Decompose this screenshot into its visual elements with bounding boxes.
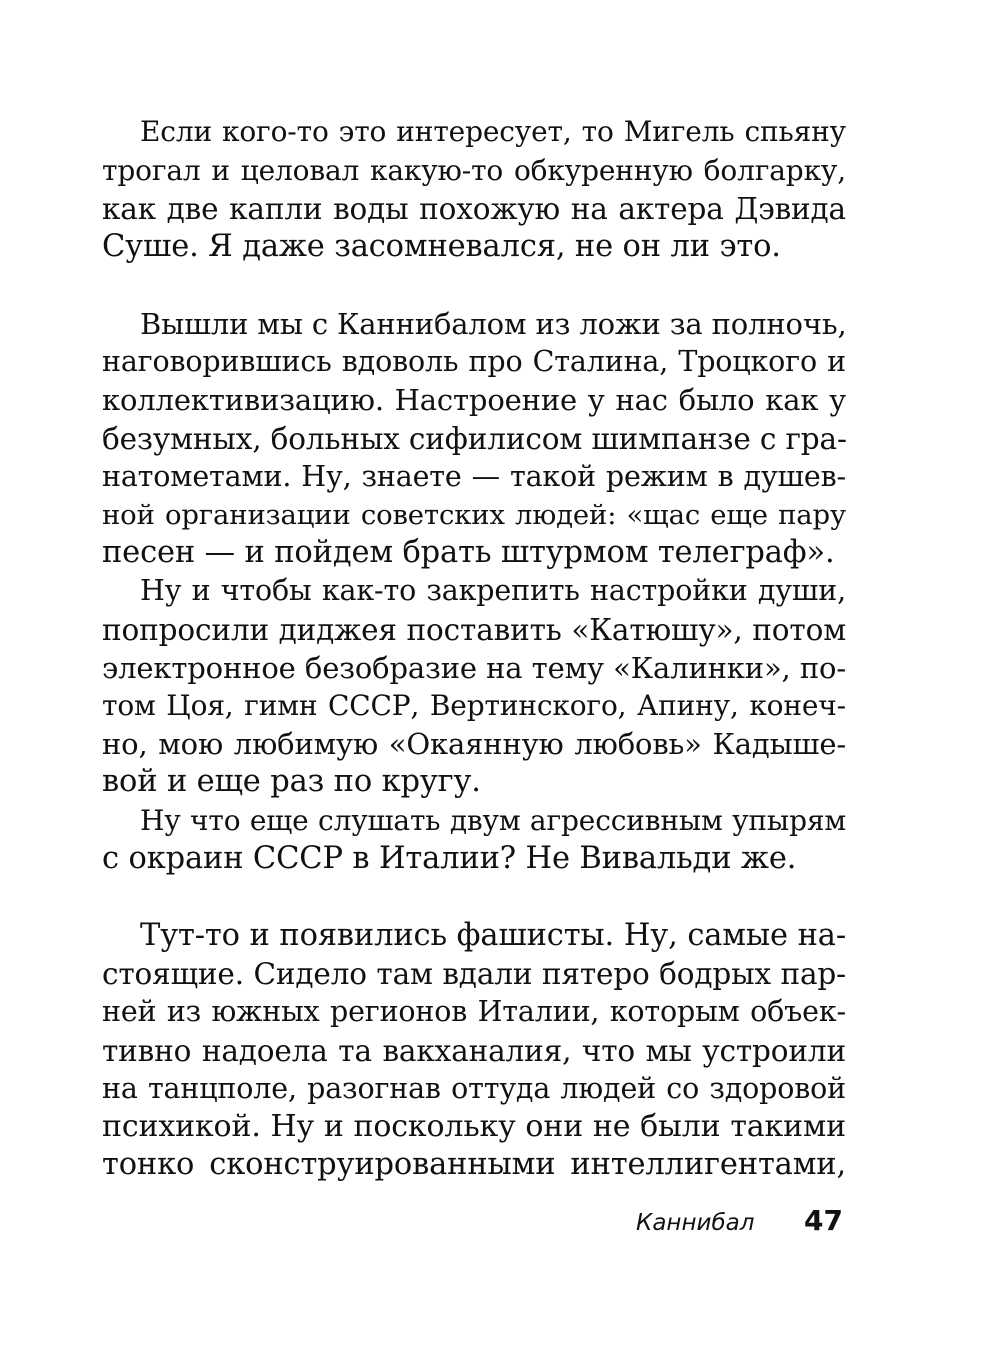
text-line: Ну и чтобы как-то закрепить настройки души,	[140, 574, 846, 607]
text-line: наговорившись вдоволь про Сталина, Троцкого и	[102, 345, 846, 378]
text-line: электронное безобразие на тему «Калинки», по-	[102, 651, 846, 685]
text-line: трогал и целовал какую-то обкуренную болгарку,	[102, 154, 846, 187]
text-line: том Цоя, гимн СССР, Вертинского, Апину, конеч-	[102, 689, 846, 722]
text-line: вой и еще раз по кругу.	[102, 764, 481, 799]
text-line: на танцполе, разогнав оттуда людей со здоровой	[102, 1072, 846, 1105]
text-line: Тут-то и появились фашисты. Ну, самые на-	[140, 918, 846, 953]
text-line: тивно надоела та вакханалия, что мы устроили	[102, 1034, 846, 1068]
text-line: коллективизацию. Настроение у нас было как у	[102, 383, 846, 417]
text-line: ной организации советских людей: «щас еще пару	[102, 499, 846, 531]
text-line: тонко сконструированными интеллигентами,	[102, 1147, 846, 1182]
text-line: как две капли воды похожую на актера Дэвида	[102, 192, 846, 226]
text-line: натометами. Ну, знаете — такой режим в душев-	[102, 460, 846, 493]
text-line: но, мою любимую «Окаянную любовь» Кадыше-	[102, 727, 846, 761]
text-line: с окраин СССР в Италии? Не Вивальди же.	[102, 841, 797, 876]
text-line: песен — и пойдем брать штурмом телеграф».	[102, 535, 835, 570]
text-line: Вышли мы с Каннибалом из ложи за полночь,	[140, 307, 847, 341]
text-line: ней из южных регионов Италии, которым объек-	[102, 995, 846, 1028]
text-line: попросили диджея поставить «Катюшу», потом	[102, 613, 846, 647]
text-line: безумных, больных сифилисом шимпанзе с гра-	[102, 422, 847, 456]
running-title: Каннибал	[636, 1210, 755, 1236]
text-line: стоящие. Сидело там вдали пятеро бодрых пар-	[102, 957, 846, 991]
text-line: Суше. Я даже засомневался, не он ли это.	[102, 229, 781, 264]
page-number: 47	[804, 1204, 843, 1237]
text-line: Ну что еще слушать двум агрессивным упырям	[140, 804, 846, 837]
text-line: Если кого-то это интересует, то Мигель спьяну	[140, 115, 846, 148]
text-line: психикой. Ну и поскольку они не были такими	[102, 1109, 846, 1144]
